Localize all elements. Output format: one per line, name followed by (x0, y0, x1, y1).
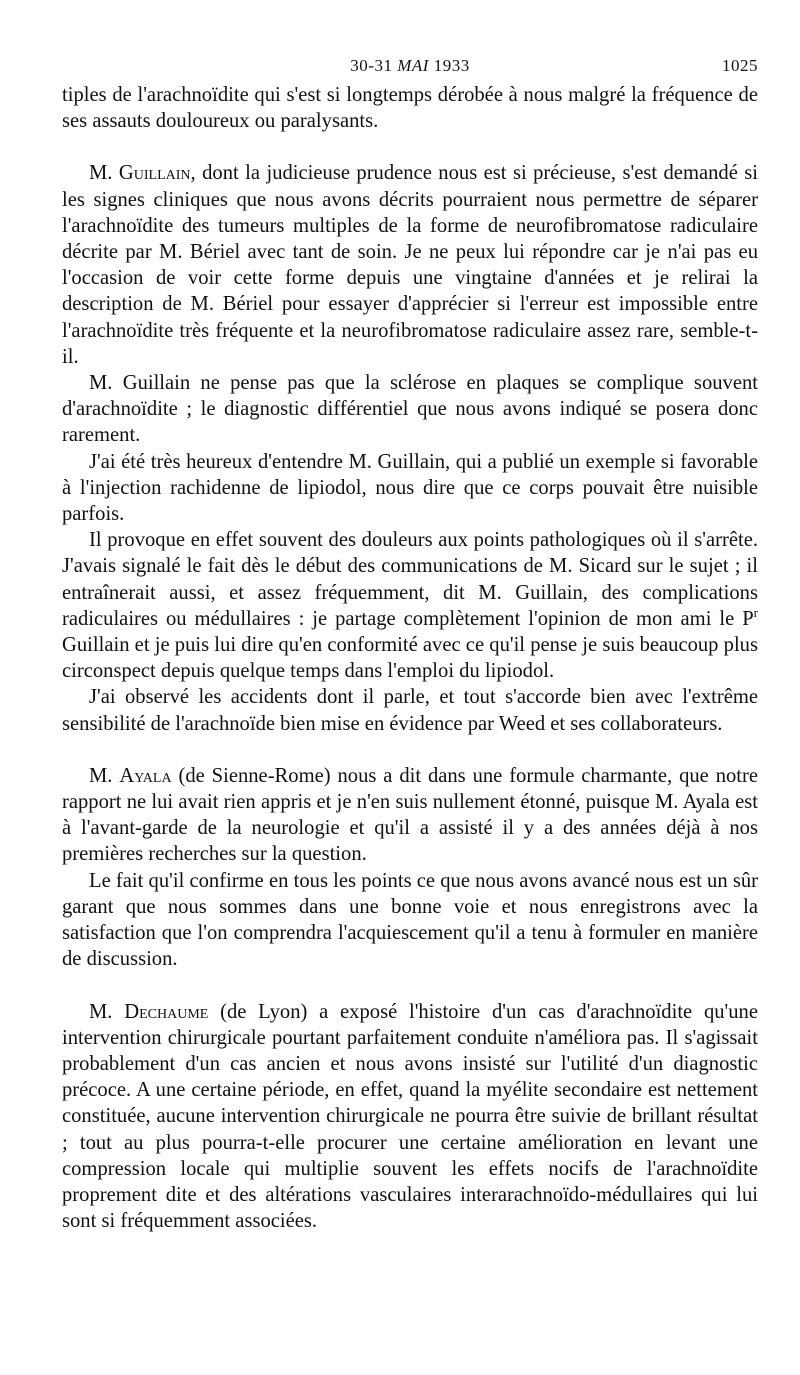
speaker-name: Ayala (119, 764, 172, 787)
paragraph-lead: M. (89, 764, 120, 787)
paragraph-lead: M. (89, 162, 119, 185)
running-header (62, 52, 758, 82)
paragraph-continuation (62, 82, 758, 134)
speaker-name: Dechaume (124, 1000, 209, 1023)
superscript-r: r (753, 605, 758, 620)
paragraph-text-after: Guillain et je puis lui dire qu'en conformité avec ce qu'il pense je suis beaucoup plus circonspect depuis quelque temps dans l'emploi du lipiodol. (62, 634, 758, 683)
journal-page (62, 52, 758, 1234)
paragraph-accidents (62, 684, 758, 736)
paragraph-lipiodol (62, 449, 758, 528)
paragraph-text: J'ai observé les accidents dont il parle, et tout s'accorde bien avec l'extrême sensibilité de l'arachnoïde bien mise en évidence par Weed et ses collaborateurs. (62, 686, 758, 735)
paragraph-text: (de Lyon) a exposé l'histoire d'un cas d'arachnoïdite qu'une intervention chirurgicale pourtant parfaitement conduite n'améliora pas. Il s'agissait probablement d'un cas ancien et nous avons insisté sur l'utilité d'un diagnostic précoce. A une certaine période, en effet, quand la myélite secondaire est nettement constituée, aucune intervention chirurgicale ne pourra être suivie de brillant résultat ; tout au plus pourra-t-elle procurer une certaine amélioration en levant une compression locale qui multiplie souvent les effets nocifs de l'arachnoïdite proprement dite et des altérations vasculaires interarachnoïdo-médullaires qui lui sont si fréquemment associées. (62, 1000, 758, 1233)
paragraph-confirme (62, 868, 758, 973)
paragraph-ayala (62, 763, 758, 868)
paragraph-lead: M. (89, 1000, 125, 1023)
paragraph-text-before: Il provoque en effet souvent des douleurs aux points pathologiques où il s'arrête. J'avais signalé le fait dès le début des communications de M. Sicard sur le sujet ; il entraînerait aussi, et assez fréquemment, dit M. Guillain, des complications radiculaires ou médullaires : je partage complètement l'opinion de mon ami le P (62, 529, 758, 630)
header-days: 30-31 (350, 56, 393, 75)
paragraph-dechaume (62, 999, 758, 1235)
paragraph-douleurs (62, 527, 758, 684)
paragraph-guillain (62, 160, 758, 370)
header-month: MAI (397, 56, 429, 75)
speaker-name: Guillain (118, 162, 191, 185)
paragraph-text: J'ai été très heureux d'entendre M. Guillain, qui a publié un exemple si favorable à l'injection rachidenne de lipiodol, nous dire que ce corps pouvait être nuisible parfois. (62, 450, 758, 526)
header-date (62, 56, 758, 76)
header-year: 1933 (433, 56, 470, 75)
paragraph-text: M. Guillain ne pense pas que la sclérose en plaques se complique souvent d'arachnoïdite ; le diagnostic différentiel que nous avons indiqué se posera donc rarement. (62, 372, 758, 447)
paragraph-text: Le fait qu'il confirme en tous les points ce que nous avons avancé nous est un sûr garant que nous sommes dans une bonne voie et nous enregistrons avec la satisfaction que l'on comprendra l'acquiescement qu'il a tenu à formuler en manière de discussion. (62, 869, 758, 971)
paragraph-text: (de Sienne-Rome) nous a dit dans une formule charmante, que notre rapport ne lui avait rien appris et je n'en suis nullement étonné, puisque M. Ayala est à l'avant-garde de la neurologie et qu'il a assisté il y a des années déjà à nos premières recherches sur la question. (62, 764, 759, 866)
paragraph-text: tiples de l'arachnoïdite qui s'est si longtemps dérobée à nous malgré la fréquence de ses assauts douloureux ou paralysants. (62, 84, 758, 133)
paragraph-text: , dont la judicieuse prudence nous est si précieuse, s'est demandé si les signes cliniques que nous avons décrits pourraient nous permettre de séparer l'arachnoïdite des tumeurs multiples de la forme de neurofibromatose radiculaire décrite par M. Bériel avec tant de soin. Je ne peux lui répondre car je n'ai pas eu l'occasion de voir cette forme depuis une vingtaine d'années et je relirai la description de M. Bériel pour essayer d'apprécier si l'erreur est impossible entre l'arachnoïdite très fréquente et la neurofibromatose radiculaire assez rare, semble-t-il. (62, 162, 759, 368)
article-body (62, 82, 758, 1234)
page-number: 1025 (722, 56, 758, 75)
paragraph-sclerose (62, 370, 758, 449)
